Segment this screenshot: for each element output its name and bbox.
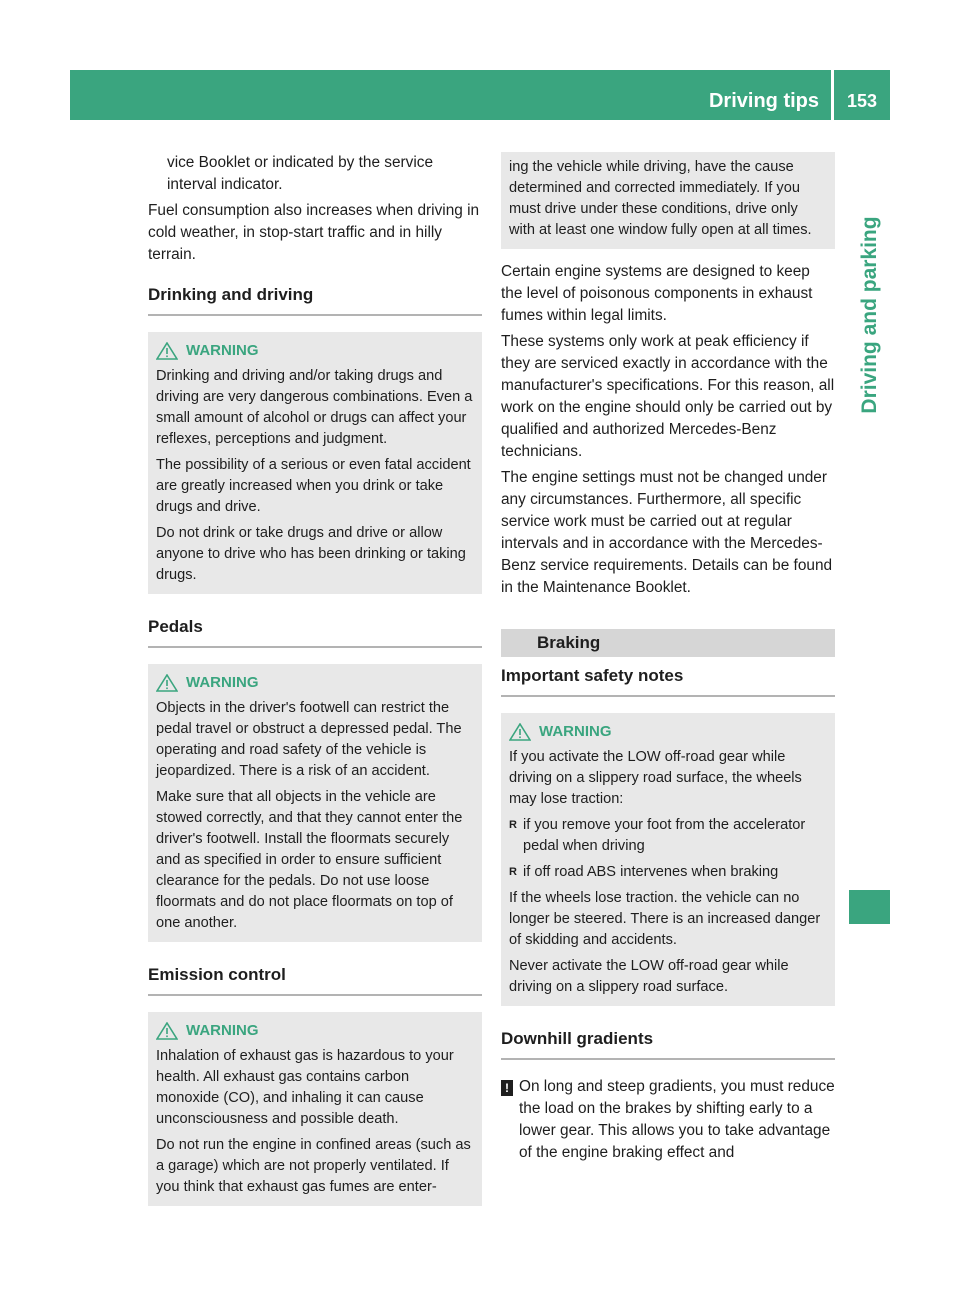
side-tab-label: Driving and parking (858, 216, 881, 414)
paragraph-peak-efficiency: These systems only work at peak efficiency if they are serviced exactly in accordance with the manufacturer's specifications. For this reason, all work on the engine should only be carried out by qualified and authorized Mercedes-Benz technicians. (501, 333, 835, 460)
warning-header (156, 672, 474, 693)
warning-label: WARNING (186, 674, 259, 691)
warning-triangle-icon (156, 342, 178, 360)
warning-text: Do not drink or take drugs and drive or allow anyone to drive who has been drinking or taking drugs. (156, 525, 466, 583)
side-tab-marker (849, 890, 890, 924)
left-column (148, 152, 482, 1228)
bullet-icon: R (509, 866, 517, 878)
warning-text: If you activate the LOW off-road gear while driving on a slippery road surface, the wheels may lose traction: (509, 749, 802, 807)
warning-triangle-icon (156, 674, 178, 692)
paragraph-fuel: Fuel consumption also increases when driving in cold weather, in stop-start traffic and in hilly terrain. (148, 202, 480, 263)
heading-emission-control: Emission control (148, 964, 482, 996)
warning-box-continued (501, 152, 835, 249)
exclamation-icon: ! (501, 1080, 513, 1096)
warning-text: Do not run the engine in confined areas (such as a garage) which are not properly ventilated. If you think that exhaust gas fumes are enter- (156, 1137, 471, 1195)
bullet-icon: R (509, 819, 517, 831)
warning-text: Inhalation of exhaust gas is hazardous to your health. All exhaust gas contains carbon monoxide (CO), and inhaling it can cause unconsciousness and possible death. (156, 1048, 454, 1127)
paragraph-cont-2: interval indicator. (167, 176, 283, 193)
warning-text: Never activate the LOW off-road gear while driving on a slippery road surface. (509, 958, 789, 995)
warning-header (156, 340, 474, 361)
bullet-item (509, 815, 827, 857)
warning-box-drinking (148, 332, 482, 594)
right-column (501, 152, 835, 1164)
warning-text: The possibility of a serious or even fatal accident are greatly increased when you drink or take drugs and drive. (156, 457, 471, 515)
page-number: 153 (834, 70, 890, 120)
heading-pedals: Pedals (148, 616, 482, 648)
warning-text: Make sure that all objects in the vehicle are stowed correctly, and that they cannot enter the driver's footwell. Install the floormats securely and as specified in order to ensure sufficient clearance for the pedals. Do not use loose floormats and do not place floormats on top of one another. (156, 789, 463, 931)
warning-header (156, 1020, 474, 1041)
warning-box-emission (148, 1012, 482, 1206)
note-item (501, 1076, 835, 1164)
warning-header (509, 721, 827, 742)
note-text: On long and steep gradients, you must reduce the load on the brakes by shifting early to a lower gear. This allows you to take advantage of the engine braking effect and (519, 1078, 835, 1161)
paragraph-engine-systems: Certain engine systems are designed to keep the level of poisonous components in exhaust fumes within legal limits. (501, 263, 813, 324)
warning-label: WARNING (186, 342, 259, 359)
warning-text: Objects in the driver's footwell can restrict the pedal travel or obstruct a depressed pedal. The operating and road safety of the vehicle is jeopardized. There is a risk of an accident. (156, 700, 462, 779)
bullet-item (509, 862, 827, 883)
paragraph-cont-1: vice Booklet or indicated by the service (167, 154, 434, 171)
heading-drinking-driving: Drinking and driving (148, 284, 482, 316)
heading-important-safety-notes: Important safety notes (501, 665, 835, 697)
warning-box-pedals (148, 664, 482, 942)
header-title: Driving tips (708, 90, 819, 112)
warning-label: WARNING (186, 1022, 259, 1039)
heading-downhill-gradients: Downhill gradients (501, 1028, 835, 1060)
bullet-text: if off road ABS intervenes when braking (523, 864, 779, 880)
warning-triangle-icon (509, 723, 531, 741)
warning-triangle-icon (156, 1022, 178, 1040)
warning-label: WARNING (539, 723, 612, 740)
warning-text: Drinking and driving and/or taking drugs and driving are very dangerous combinations. Even a small amount of alcohol or drugs can affect your reflexes, perceptions and judgment. (156, 368, 473, 447)
paragraph-engine-settings: The engine settings must not be changed under any circumstances. Furthermore, all specific service work must be carried out at regular intervals and in accordance with the Mercedes-Benz service requirements. Details can be found in the Maintenance Booklet. (501, 469, 833, 596)
warning-text: ing the vehicle while driving, have the cause determined and corrected immediately. If you must drive under these conditions, drive only with at least one window fully open at all times. (509, 159, 812, 238)
warning-box-low-gear (501, 713, 835, 1006)
bullet-text: if you remove your foot from the accelerator pedal when driving (523, 817, 806, 854)
section-title-braking: Braking (501, 629, 835, 657)
warning-text: If the wheels lose traction. the vehicle can no longer be steered. There is an increased danger of skidding and accidents. (509, 890, 821, 948)
